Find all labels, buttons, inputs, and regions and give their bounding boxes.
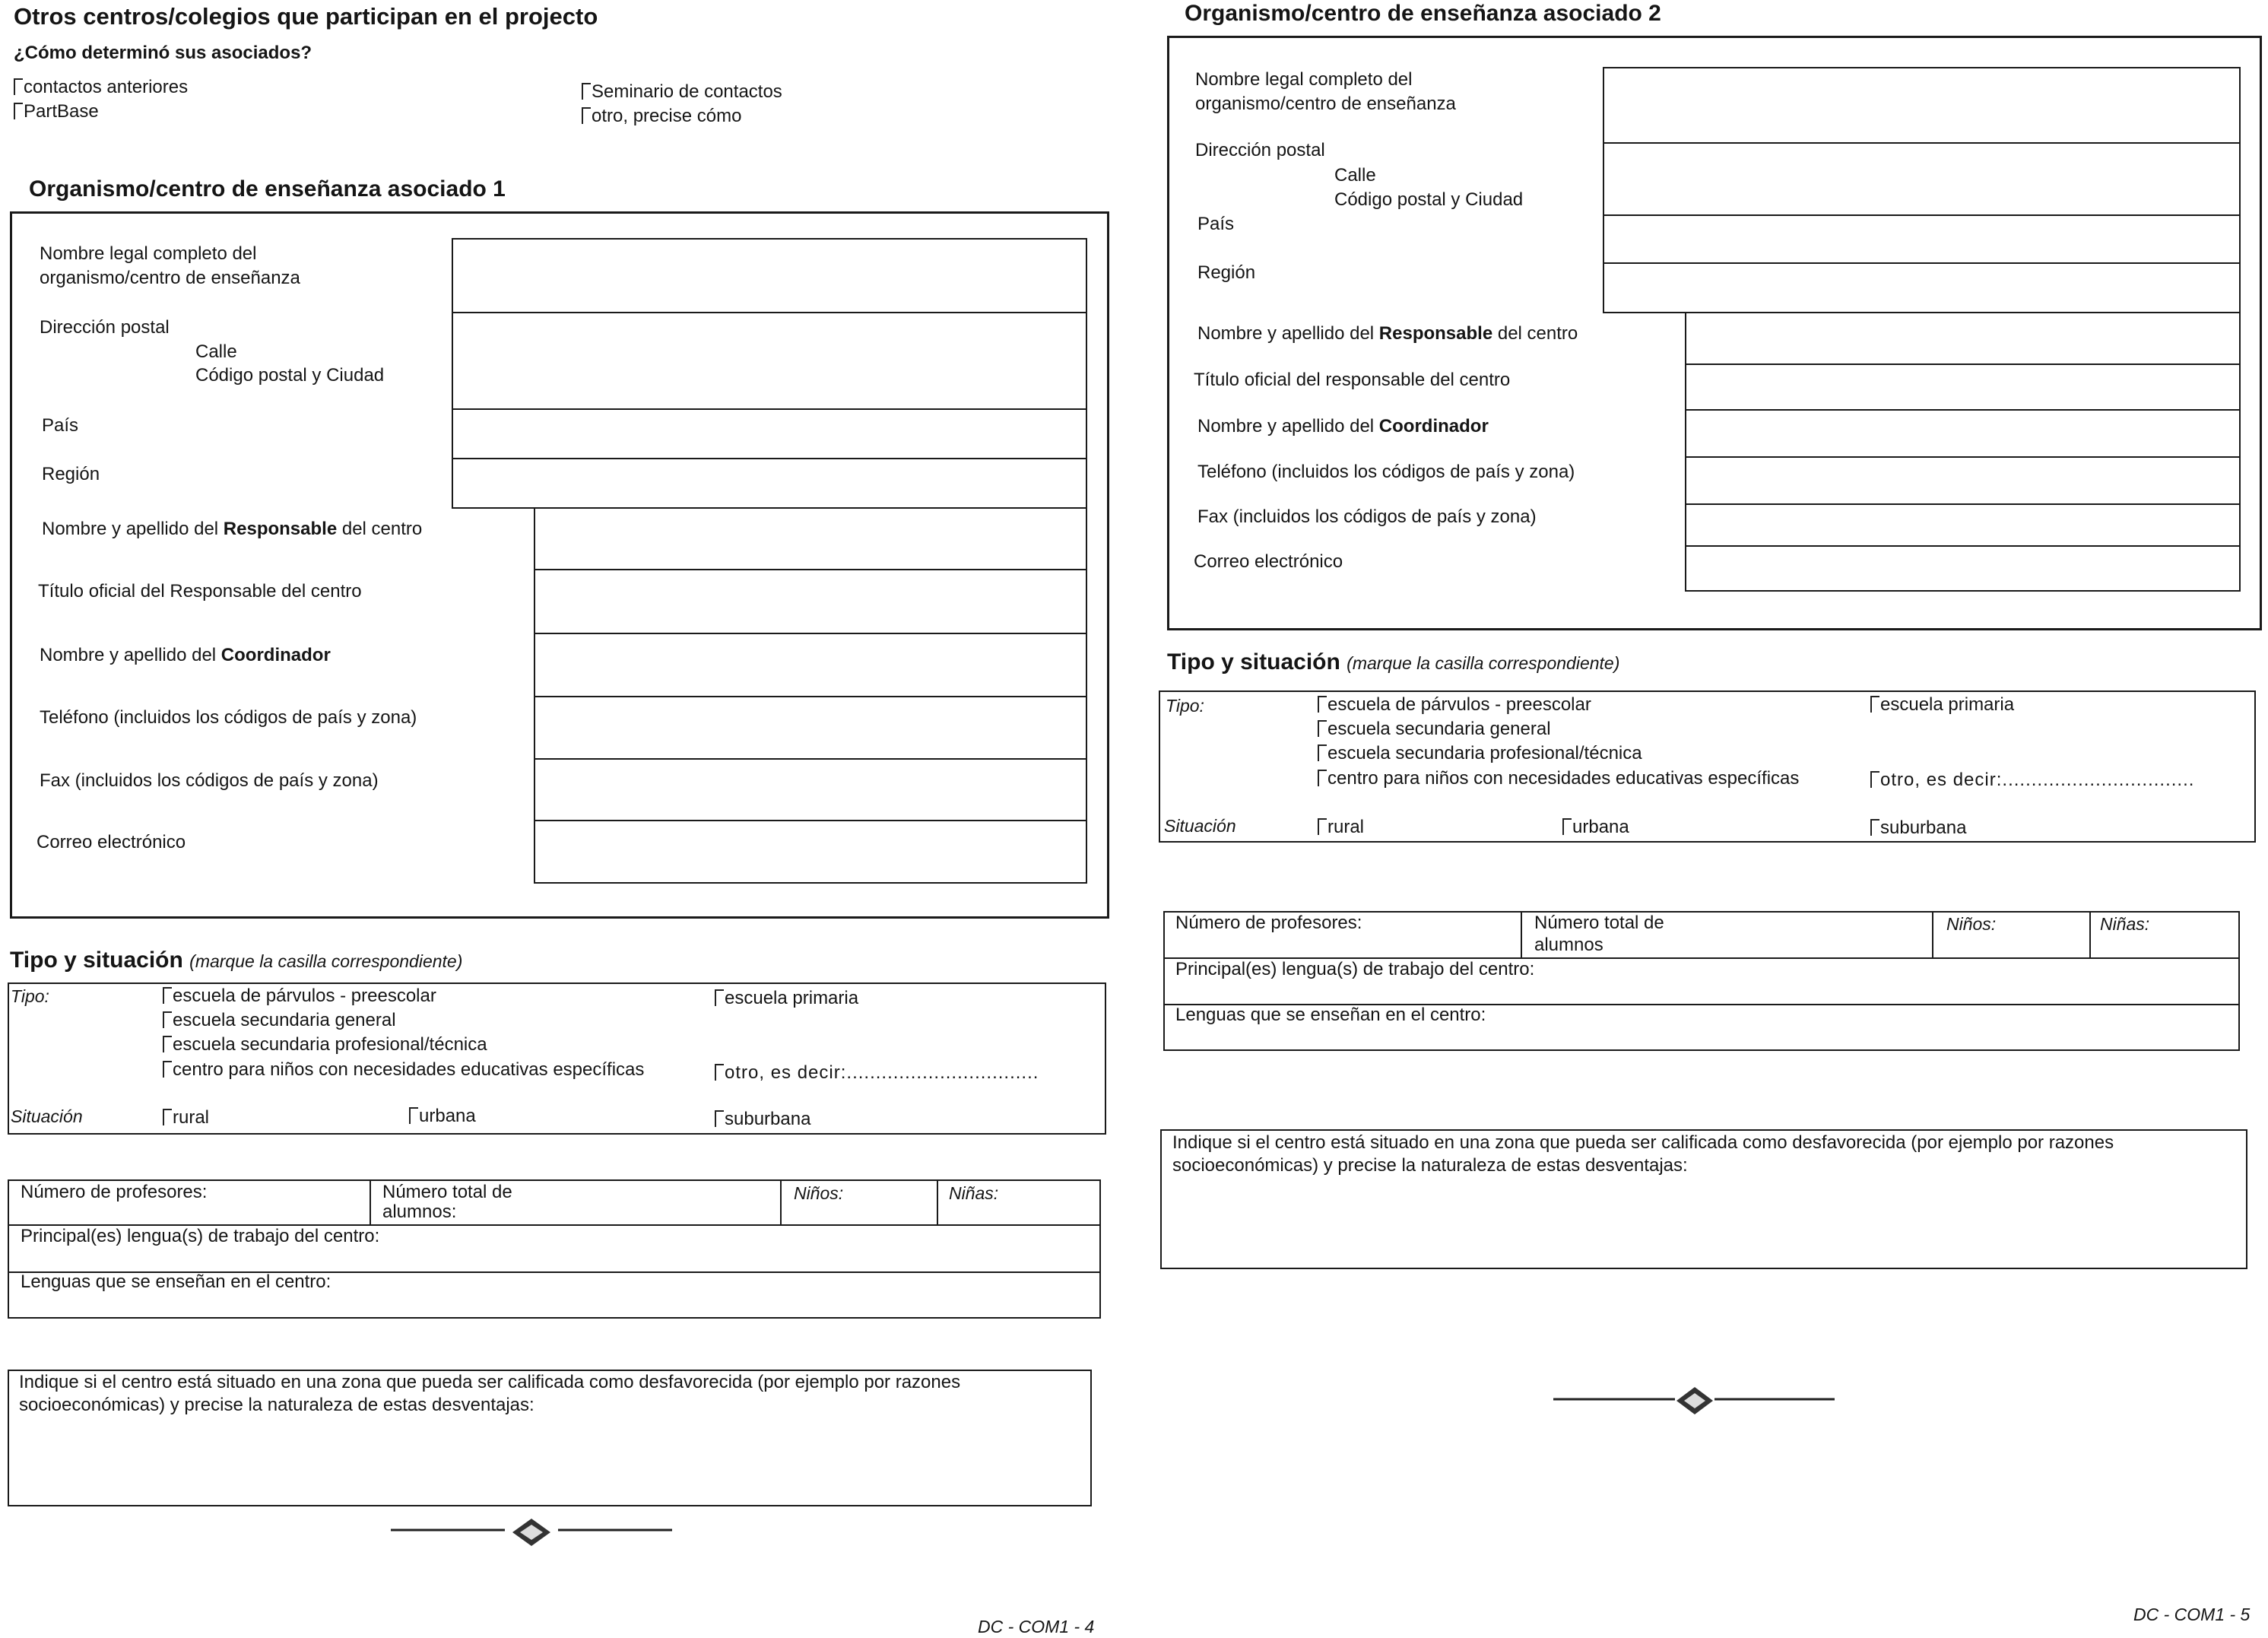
- teachers-label: Número de profesores:: [21, 1182, 208, 1202]
- divider-ornament-icon-r: [1553, 1386, 1835, 1416]
- checkbox-icon: [1318, 770, 1327, 786]
- email-label: Correo electrónico: [36, 832, 186, 852]
- checkbox-icon: [1870, 819, 1879, 836]
- country-label-r: País: [1197, 214, 1235, 234]
- tipo-heading: Tipo y situación (marque la casilla correspondiente): [10, 948, 463, 973]
- checkbox-icon: [14, 103, 23, 119]
- region-label: Región: [42, 464, 100, 484]
- situacion-option-suburban-r[interactable]: suburbana: [1870, 817, 1966, 840]
- disadvantage-text-r2: socioeconómicas) y precise la naturaleza de estas desventajas:: [1172, 1155, 1688, 1176]
- checkbox-icon: [715, 1064, 724, 1081]
- boys-label: Niños:: [794, 1183, 844, 1203]
- region-input-2[interactable]: [1604, 264, 2239, 311]
- tipo-option-primary-r[interactable]: escuela primaria: [1870, 694, 2014, 716]
- checkbox-icon: [1318, 696, 1327, 713]
- checkbox-icon: [163, 1061, 172, 1078]
- tipo-option-special-needs[interactable]: centro para niños con necesidades educativas específicas: [163, 1059, 644, 1081]
- fax-label-r: Fax (incluidos los códigos de país y zona): [1197, 506, 1537, 527]
- situacion-option-rural-r[interactable]: rural: [1318, 817, 1364, 839]
- students-label-r2: alumnos: [1534, 935, 1603, 955]
- checkbox-icon: [1318, 720, 1327, 737]
- phone-input[interactable]: [535, 697, 1086, 757]
- address-input[interactable]: [453, 313, 1086, 408]
- email-label-r: Correo electrónico: [1194, 551, 1343, 572]
- legal-name-label-r2: organismo/centro de enseñanza: [1195, 94, 1456, 114]
- tipo-option-secondary-vocational-r[interactable]: escuela secundaria profesional/técnica: [1318, 743, 1642, 765]
- disadvantage-text-2: socioeconómicas) y precise la naturaleza de estas desventajas:: [19, 1395, 534, 1415]
- taught-languages-label: Lenguas que se enseñan en el centro:: [21, 1271, 331, 1292]
- situacion-option-urban[interactable]: urbana: [409, 1106, 476, 1128]
- country-input-2[interactable]: [1604, 216, 2239, 262]
- head-name-label-r: Nombre y apellido del Responsable del centro: [1197, 323, 1578, 344]
- head-name-input[interactable]: [535, 509, 1086, 568]
- disadvantage-text-r: Indique si el centro está situado en una zona que pueda ser calificada como desfavorecida (por ejemplo por razones: [1172, 1132, 2114, 1153]
- option-contact-seminar[interactable]: Seminario de contactos: [582, 81, 782, 103]
- option-other[interactable]: otro, precise cómo: [582, 106, 741, 128]
- checkbox-icon: [1870, 696, 1879, 713]
- email-input-2[interactable]: [1686, 547, 2239, 590]
- tipo-option-secondary-vocational[interactable]: escuela secundaria profesional/técnica: [163, 1034, 487, 1056]
- fax-input[interactable]: [535, 760, 1086, 819]
- coordinator-label: Nombre y apellido del Coordinador: [40, 645, 331, 665]
- partner-2-heading: Organismo/centro de enseñanza asociado 2: [1185, 1, 1661, 26]
- checkbox-icon: [582, 83, 591, 100]
- checkbox-icon: [163, 1036, 172, 1052]
- address-label-r: Dirección postal: [1195, 140, 1325, 160]
- checkbox-icon: [1870, 771, 1879, 788]
- checkbox-icon: [163, 987, 172, 1004]
- legal-name-label: Nombre legal completo del: [40, 243, 257, 264]
- coordinator-label-r: Nombre y apellido del Coordinador: [1197, 416, 1489, 436]
- country-label: País: [42, 415, 79, 436]
- address-label: Dirección postal: [40, 317, 170, 338]
- region-input[interactable]: [453, 459, 1086, 506]
- checkbox-icon: [163, 1109, 172, 1125]
- head-title-label-r: Título oficial del responsable del centro: [1194, 370, 1511, 390]
- head-name-label: Nombre y apellido del Responsable del centro: [42, 519, 423, 539]
- work-language-label-r: Principal(es) lengua(s) de trabajo del centro:: [1175, 959, 1535, 979]
- tipo-option-secondary-general[interactable]: escuela secundaria general: [163, 1010, 396, 1032]
- address-input-2[interactable]: [1604, 144, 2239, 214]
- head-name-input-2[interactable]: [1686, 313, 2239, 363]
- checkbox-icon: [715, 989, 724, 1006]
- coordinator-input-2[interactable]: [1686, 411, 2239, 456]
- situacion-option-suburban[interactable]: suburbana: [715, 1109, 810, 1131]
- students-label: Número total de: [382, 1182, 512, 1202]
- tipo-option-other-r[interactable]: otro, es decir:.................................: [1870, 770, 2194, 792]
- tipo-label: Tipo:: [11, 986, 49, 1006]
- page-code-r: DC - COM1 - 5: [2133, 1605, 2251, 1624]
- checkbox-icon: [1562, 818, 1572, 835]
- checkbox-icon: [582, 107, 591, 124]
- page-code: DC - COM1 - 4: [978, 1617, 1095, 1636]
- tipo-option-preschool[interactable]: escuela de párvulos - preescolar: [163, 986, 436, 1008]
- work-language-label: Principal(es) lengua(s) de trabajo del centro:: [21, 1226, 380, 1246]
- girls-label-r: Niñas:: [2100, 914, 2150, 934]
- phone-input-2[interactable]: [1686, 458, 2239, 503]
- tipo-option-other[interactable]: otro, es decir:.................................: [715, 1062, 1039, 1084]
- postal-city-label-r: Código postal y Ciudad: [1334, 189, 1524, 210]
- tipo-option-primary[interactable]: escuela primaria: [715, 988, 858, 1010]
- situacion-label: Situación: [11, 1106, 83, 1126]
- head-title-input[interactable]: [535, 570, 1086, 632]
- option-partbase[interactable]: PartBase: [14, 101, 99, 123]
- option-previous-contacts[interactable]: contactos anteriores: [14, 77, 188, 99]
- girls-label: Niñas:: [949, 1183, 999, 1203]
- region-label-r: Región: [1197, 262, 1256, 283]
- street-label-r: Calle: [1334, 165, 1376, 186]
- legal-name-input[interactable]: [453, 240, 1086, 311]
- phone-label: Teléfono (incluidos los códigos de país y zona): [40, 707, 417, 728]
- legal-name-input-2[interactable]: [1604, 68, 2239, 141]
- checkbox-icon: [14, 78, 23, 95]
- postal-city-label: Código postal y Ciudad: [195, 365, 385, 386]
- fax-input-2[interactable]: [1686, 505, 2239, 544]
- students-label-r: Número total de: [1534, 913, 1664, 933]
- taught-languages-label-r: Lenguas que se enseñan en el centro:: [1175, 1005, 1486, 1025]
- boys-label-r: Niños:: [1946, 914, 1997, 934]
- checkbox-icon: [163, 1011, 172, 1028]
- situacion-option-urban-r[interactable]: urbana: [1562, 817, 1629, 839]
- phone-label-r: Teléfono (incluidos los códigos de país y zona): [1197, 462, 1575, 482]
- tipo-label-r: Tipo:: [1166, 696, 1204, 716]
- coordinator-input[interactable]: [535, 634, 1086, 695]
- teachers-label-r: Número de profesores:: [1175, 913, 1362, 933]
- divider-ornament-icon: [391, 1517, 672, 1548]
- legal-name-label-2: organismo/centro de enseñanza: [40, 268, 300, 288]
- disadvantage-text: Indique si el centro está situado en una zona que pueda ser calificada como desfavorecida (por ejemplo por razones: [19, 1372, 961, 1392]
- country-input[interactable]: [453, 410, 1086, 457]
- checkbox-icon: [1318, 744, 1327, 761]
- page-title: Otros centros/colegios que participan en el projecto: [14, 3, 598, 30]
- checkbox-icon: [1318, 818, 1327, 835]
- tipo-option-special-needs-r[interactable]: centro para niños con necesidades educativas específicas: [1318, 768, 1799, 790]
- situacion-option-rural[interactable]: rural: [163, 1107, 209, 1129]
- tipo-option-preschool-r[interactable]: escuela de párvulos - preescolar: [1318, 694, 1591, 716]
- students-label-2: alumnos:: [382, 1202, 457, 1222]
- tipo-heading-r: Tipo y situación (marque la casilla correspondiente): [1167, 649, 1620, 675]
- street-label: Calle: [195, 341, 237, 362]
- head-title-input-2[interactable]: [1686, 365, 2239, 408]
- fax-label: Fax (incluidos los códigos de país y zona): [40, 770, 379, 791]
- situacion-label-r: Situación: [1164, 816, 1236, 836]
- checkbox-icon: [715, 1110, 724, 1127]
- partner-1-heading: Organismo/centro de enseñanza asociado 1: [29, 176, 506, 202]
- checkbox-icon: [409, 1107, 418, 1124]
- legal-name-label-r: Nombre legal completo del: [1195, 69, 1413, 90]
- question-label: ¿Cómo determinó sus asociados?: [14, 43, 312, 63]
- head-title-label: Título oficial del Responsable del centro: [38, 581, 362, 602]
- email-input[interactable]: [535, 821, 1086, 882]
- tipo-option-secondary-general-r[interactable]: escuela secundaria general: [1318, 719, 1551, 741]
